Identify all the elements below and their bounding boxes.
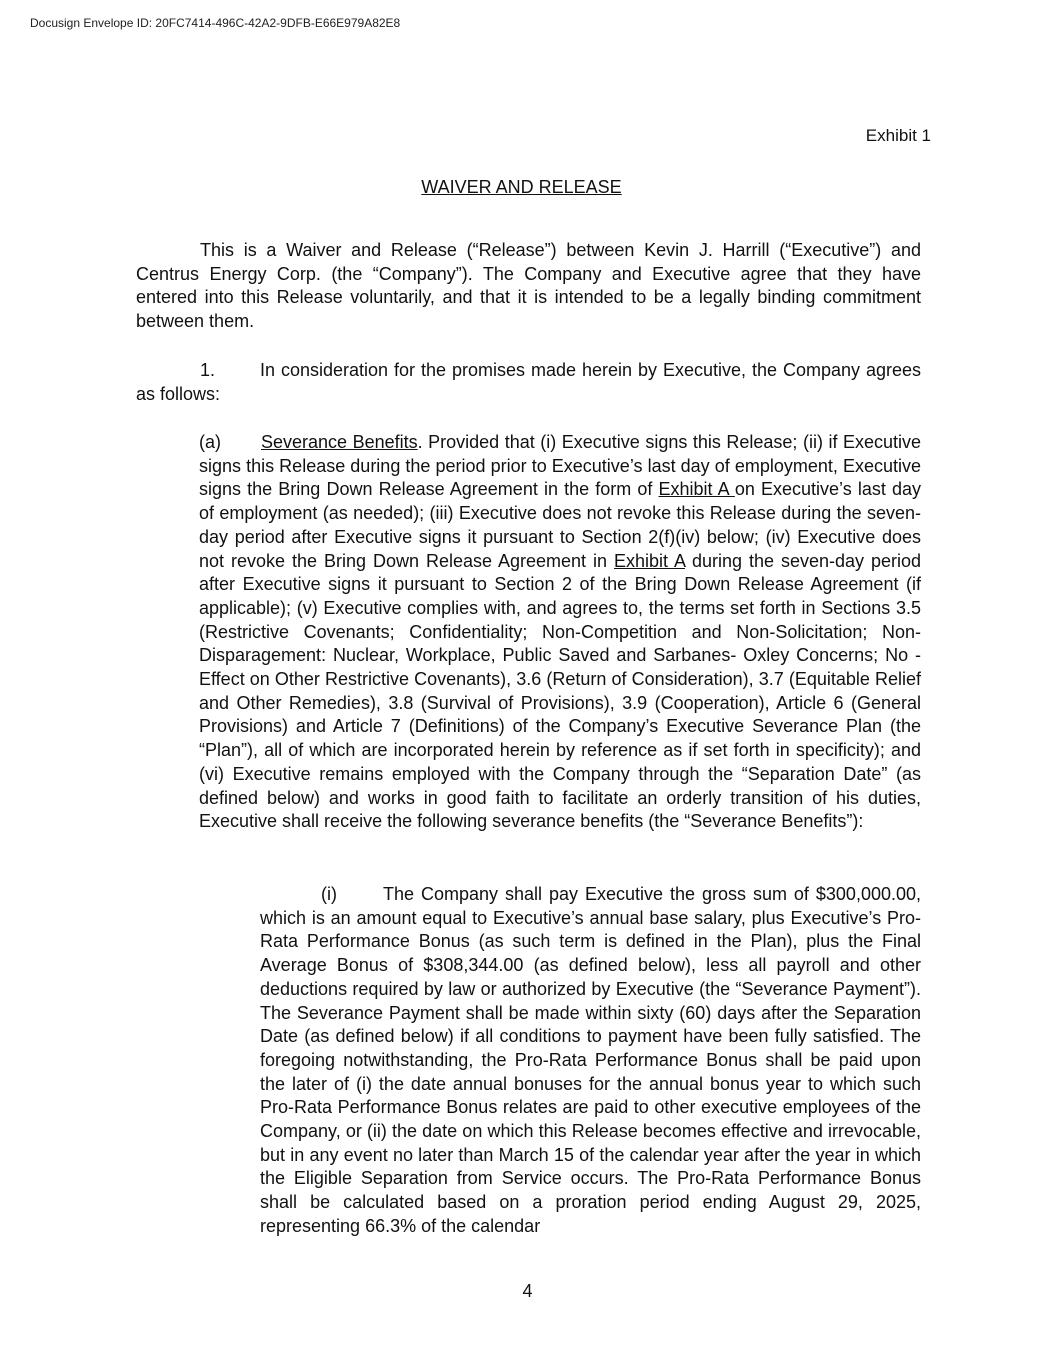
section-i-text: The Company shall pay Executive the gross sum of $300,000.00, which is an amount equal to Executive’s annual base salary, plus Executive’s Pro-Rata Performance Bonus (as such term is defined in the Plan), plus the Final Average Bonus of $308,344.00 (as defined below), less all payroll and other deductions required by law or authorized by Executive (the “Severance Payment”). The Severance Payment shall be made within sixty (60) days after the Separation Date (as defined below) if all conditions to payment have been fully satisfied. The foregoing notwithstanding, the Pro-Rata Performance Bonus shall be paid upon the later of (i) the date annual bonuses for the annual bonus year to which such Pro-Rata Performance Bonus relates are paid to other executive employees of the Company, or (ii) the date on which this Release becomes effective and irrevocable, but in any event no later than March 15 of the calendar year after the year in which the Eligible Separation from Service occurs. The Pro-Rata Performance Bonus shall be calculated based on a proration period ending August 29, 2025, representing 66.3% of the calendar (260, 884, 921, 1236)
exhibit-a-reference-1: Exhibit A (658, 479, 735, 500)
section-1-number: 1. (200, 360, 216, 380)
exhibit-label: Exhibit 1 (865, 126, 931, 145)
page-number: 4 (522, 1281, 533, 1301)
section-i-paragraph (260, 883, 921, 1239)
section-i-label: (i) (321, 884, 337, 904)
exhibit-a-reference-2: Exhibit A (613, 550, 685, 571)
envelope-id: Docusign Envelope ID: 20FC7414-496C-42A2-9DFB-E66E979A82E8 (30, 16, 401, 30)
section-a-text-part2: on Executive’s last day of employment (as needed); (iii) Executive does not revoke this Release during the seven-day period after Executive signs it pursuant to Section 2(f)(iv) below; (iv) Executive does not revoke the Bring Down Release Agreement in (199, 479, 921, 571)
section-a-heading: Severance Benefits (261, 432, 418, 452)
section-1-text: In consideration for the promises made herein by Executive, the Company agrees as follows: (136, 360, 921, 404)
section-a-label: (a) (199, 432, 221, 452)
section-a-text-part3: during the seven-day period after Executive signs it pursuant to Section 2 of the Bring Down Release Agreement (if applicable); (v) Executive complies with, and agrees to, the terms set forth in Sections 3.5 (Restrictive Covenants; Confidentiality; Non-Competition and Non-Solicitation; Non-Disparagement: Nuclear, Workplace, Public Saved and Sarbanes- Oxley Concerns; No -Effect on Other Restrictive Covenants), 3.6 (Return of Consideration), 3.7 (Equitable Relief and Other Remedies), 3.8 (Survival of Provisions), 3.9 (Cooperation), Article 6 (General Provisions) and Article 7 (Definitions) of the Company’s Executive Severance Plan (the “Plan”), all of which are incorporated herein by reference as if set forth in specificity); and (vi) Executive remains employed with the Company through the “Separation Date” (as defined below) and works in good faith to facilitate an orderly transition of his duties, Executive shall receive the following severance benefits (the “Severance Benefits”): (199, 550, 921, 832)
document-title (0, 177, 1043, 198)
section-a-text-part1: . Provided that (i) Executive signs this Release; (ii) if Executive signs this Release during the period prior to Executive’s last day of employment, Executive signs the Bring Down Release Agreement in the form of (199, 432, 922, 500)
intro-paragraph: This is a Waiver and Release (“Release”) between Kevin J. Harrill (“Executive”) and Centrus Energy Corp. (the “Company”). The Company and Executive agree that they have entered into this Release voluntarily, and that it is intended to be a legally binding commitment between them. (136, 240, 921, 332)
section-1-paragraph (136, 359, 921, 406)
section-a-paragraph (199, 431, 921, 834)
document-title-text: WAIVER AND RELEASE (421, 177, 622, 197)
